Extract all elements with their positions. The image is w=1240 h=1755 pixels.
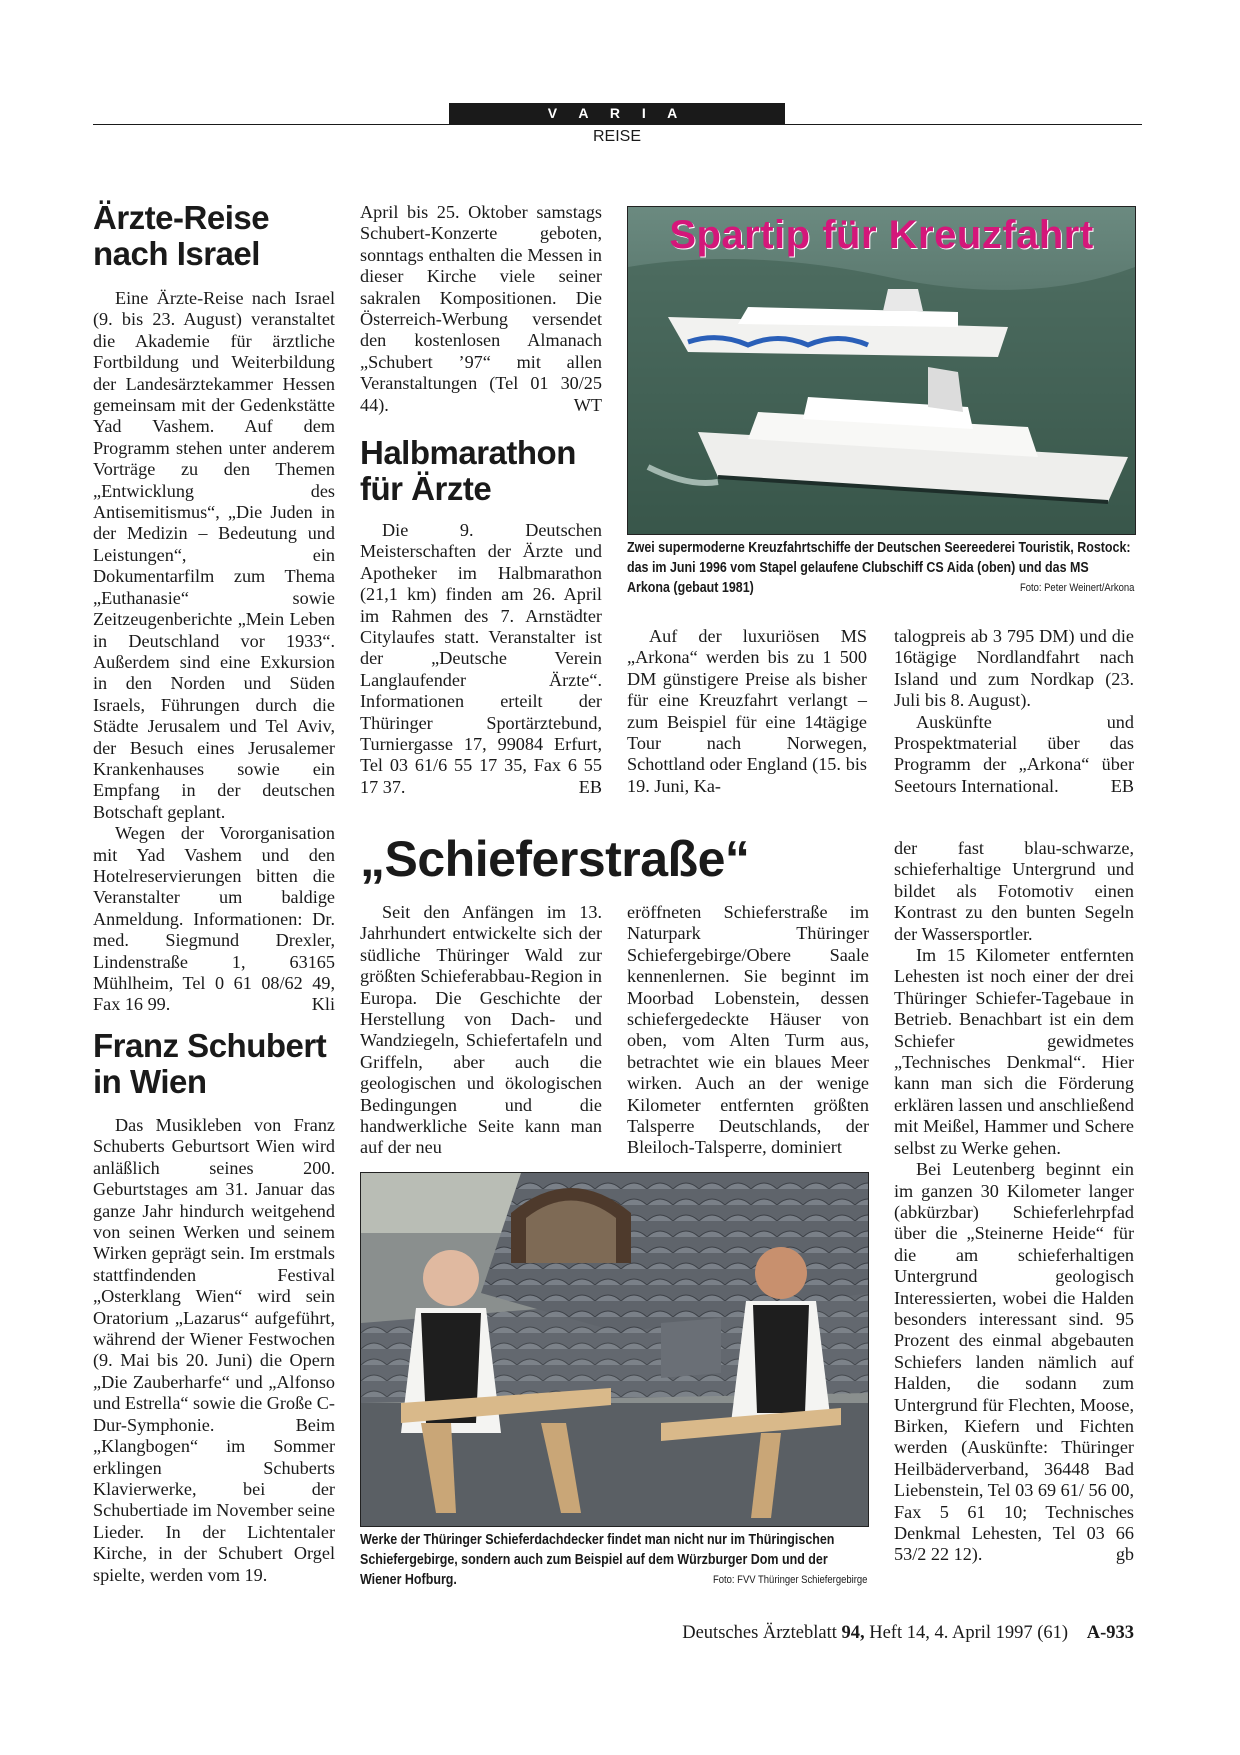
author-signature: gb <box>1115 1544 1134 1565</box>
paragraph: talogpreis ab 3 795 DM) und die 16tägige Nordlandfahrt nach Island und zum Nordkap (23. Juli bis 8. August). <box>894 626 1134 711</box>
rubric-rule <box>93 124 1142 125</box>
article-title: Franz Schubert in Wien <box>93 1027 327 1100</box>
article-halbmarathon <box>360 435 605 507</box>
article-body <box>894 838 1134 1566</box>
article-franz-schubert <box>93 1028 338 1100</box>
photo-caption: Werke der Thüringer Schieferdachdecker findet man nicht nur im Thüringischen Schiefergebirge, sondern auch zum Beispiel auf dem Würzburger Dom und der Wiener Hofburg. Foto: FVV Thüringer Schiefergebirge <box>360 1532 868 1588</box>
photo-title: Spartip für Kreuzfahrt <box>669 213 1094 257</box>
journal-name: Deutsches Ärzteblatt <box>682 1623 837 1643</box>
page-footer <box>600 1623 1134 1644</box>
section-label: REISE <box>592 128 641 145</box>
paragraph: Auf der luxuriösen MS „Arkona“ werden bis zu 1 500 DM günstigere Preise als bisher für eine Kreuzfahrt verlangt – zum Beispiel für eine 14tägige Tour nach Norwegen, Schottland oder England (15. bis 19. Juni, Ka- <box>627 626 867 796</box>
page-number: A-933 <box>1086 1623 1134 1643</box>
article-title: „Schieferstraße“ <box>360 831 750 887</box>
article-title: Ärzte-Reise nach Israel <box>93 199 270 272</box>
paragraph: Seit den Anfängen im 13. Jahrhundert entwickelte sich der südliche Thüringer Wald zur größten Schieferabbau-Region in Europa. Die Geschichte der Herstellung von Dach- und Wandziegeln, Schiefertafeln und Griffeln, aber auch die geologischen und ökologischen Bedingungen und die handwerkliche Seite kann man auf der neu <box>360 902 602 1158</box>
author-signature: WT <box>573 394 602 415</box>
article-body <box>360 902 602 1159</box>
paragraph: der fast blau-schwarze, schieferhaltige Untergrund und bildet als Fotomotiv einen Kontrast zu den bunten Segeln der Wassersportler. <box>894 838 1134 944</box>
article-body <box>93 288 335 1016</box>
author-signature: EB <box>578 776 602 797</box>
article-body <box>627 902 869 1159</box>
paragraph: Das Musikleben von Franz Schuberts Geburtsort Wien wird anläßlich seines 200. Geburtstages am 31. Januar das ganze Jahr hindurch weitgehend von seinen Werken und seinem Wirken geprägt sein. Im erstmals stattfindenden Festival „Osterklang Wien“ wird sein Oratorium „Lazarus“ aufgeführt, während der Wiener Festwochen (9. Mai bis 20. Juni) die Opern „Die Zauberharfe“ und „Alfonso und Estrella“ sowie die Große C-Dur-Symphonie. Beim „Klangbogen“ im Sommer erklingen Schuberts Klavierwerke, bei der Schubertiade im November seine Lieder. In der Lichtentaler Kirche, in der Schubert Orgel spielte, werden vom 19. <box>93 1115 335 1585</box>
article-body <box>93 1115 335 1586</box>
rubric-bar: V A R I A <box>449 103 785 124</box>
article-title: Halbmarathon für Ärzte <box>360 434 576 507</box>
journal-issue: Heft 14, 4. April 1997 (61) <box>869 1623 1069 1643</box>
photo-credit: Foto: FVV Thüringer Schiefergebirge <box>712 1574 868 1586</box>
paragraph: Wegen der Vororganisation mit Yad Vashem und den Hotelreservierungen bitten die Veranstalter um baldige Anmeldung. Informationen: Dr. med. Siegmund Drexler, Lindenstraße 1, 63165 Mühlheim, Tel 0 61 08/62 49, Fax 16 99. Kli <box>93 823 335 1015</box>
article-aerzte-reise <box>93 200 338 272</box>
photo-credit: Foto: Peter Weinert/Arkona <box>1019 582 1135 594</box>
article-body <box>627 626 867 797</box>
cruise-photo <box>627 206 1136 535</box>
paragraph: Im 15 Kilometer entfernten Lehesten ist noch einer der drei Thüringer Schiefer-Tagebaue in Betrieb. Benachbart ist ein dem Schiefer gewidmetes „Technisches Denkmal“. Hier kann man sich die Förderung erklären lassen und anschließend mit Meißel, Hammer und Schere selbst zu Werke gehen. <box>894 945 1134 1158</box>
paragraph: April bis 25. Oktober samstags Schubert-Konzerte geboten, sonntags enthalten die Messen in dieser Kirche viele seiner sakralen Kompositionen. Die Österreich-Werbung versendet den kostenlosen Almanach „Schubert ’97“ mit allen Veranstaltungen (Tel 01 30/25 44). WT <box>360 202 602 415</box>
paragraph: Auskünfte und Prospektmaterial über das Programm der „Arkona“ über Seetours International. EB <box>894 711 1134 796</box>
article-body <box>360 520 602 798</box>
photo-caption: Zwei supermoderne Kreuzfahrtschiffe der Deutschen Seereederei Touristik, Rostock: das im Juni 1996 vom Stapel gelaufene Clubschiff CS Aida (oben) und das MS Arkona (gebaut 1981) Foto: Peter Weinert/Arkona <box>627 540 1135 596</box>
paragraph: eröffneten Schieferstraße im Naturpark Thüringer Schiefergebirge/Obere Saale kennenlernen. Sie beginnt im Moorbad Lobenstein, dessen schiefergedeckte Häuser von oben, vom Alten Turm aus, betrachtet wie ein blaues Meer wirken. Auch an der wenige Kilometer entfernten größten Talsperre Deutschlands, der Bleiloch-Talsperre, dominiert <box>627 902 869 1158</box>
article-body-continued <box>360 202 602 416</box>
slate-roof-photo <box>360 1172 869 1527</box>
journal-volume: 94, <box>841 1623 865 1643</box>
paragraph: Eine Ärzte-Reise nach Israel (9. bis 23. August) veranstaltet die Akademie für ärztliche Fortbildung und Weiterbildung der Landesärztekammer Hessen gemeinsam mit der Gedenkstätte Yad Vashem. Auf dem Programm stehen unter anderem Vorträge zu den Themen „Entwicklung des Antisemitismus“, „Die Juden in der Medizin – Bedeutung und Leistungen“, ein Dokumentarfilm zum Thema „Euthanasie“ sowie Zeitzeugenberichte „Mein Leben in Deutschland vor 1933“. Außerdem sind eine Exkursion in den Norden und Süden Israels, Führungen durch die Städte Jerusalem und Tel Aviv, der Besuch eines Jerusalemer Krankenhauses sowie ein Empfang in der deutschen Botschaft geplant. <box>93 288 335 822</box>
article-body <box>894 626 1134 797</box>
paragraph: Bei Leutenberg beginnt ein im ganzen 30 Kilometer langer (abkürzbar) Schieferlehrpfad über die „Steinerne Heide“ für die am schieferhaltigen Untergrund geologisch Interessierten, wobei die Halden besonders interessant sind. 95 Prozent des einmal abgebauten Schiefers landen nämlich auf Halden, die sodann zum Untergrund für Flechten, Moose, Birken, Kiefern und Fichten werden (Auskünfte: Thüringer Heilbäderverband, 36448 Bad Liebenstein, Tel 03 69 61/ 56 00, Fax 5 61 10; Technisches Denkmal Lehesten, Tel 03 66 53/2 22 12). gb <box>894 1159 1134 1565</box>
author-signature: EB <box>1110 775 1134 796</box>
author-signature: Kli <box>311 994 335 1015</box>
paragraph: Die 9. Deutschen Meisterschaften der Ärzte und Apotheker im Halbmarathon (21,1 km) finden am 26. April im Rahmen des 7. Arnstädter Citylaufes statt. Veranstalter ist der „Deutsche Verein Langlaufender Ärzte“. Informationen erteilt der Thüringer Sportärztebund, Turniergasse 17, 99084 Erfurt, Tel 03 61/6 55 17 35, Fax 6 55 17 37. EB <box>360 520 602 797</box>
slate-roofers-image <box>361 1173 868 1526</box>
